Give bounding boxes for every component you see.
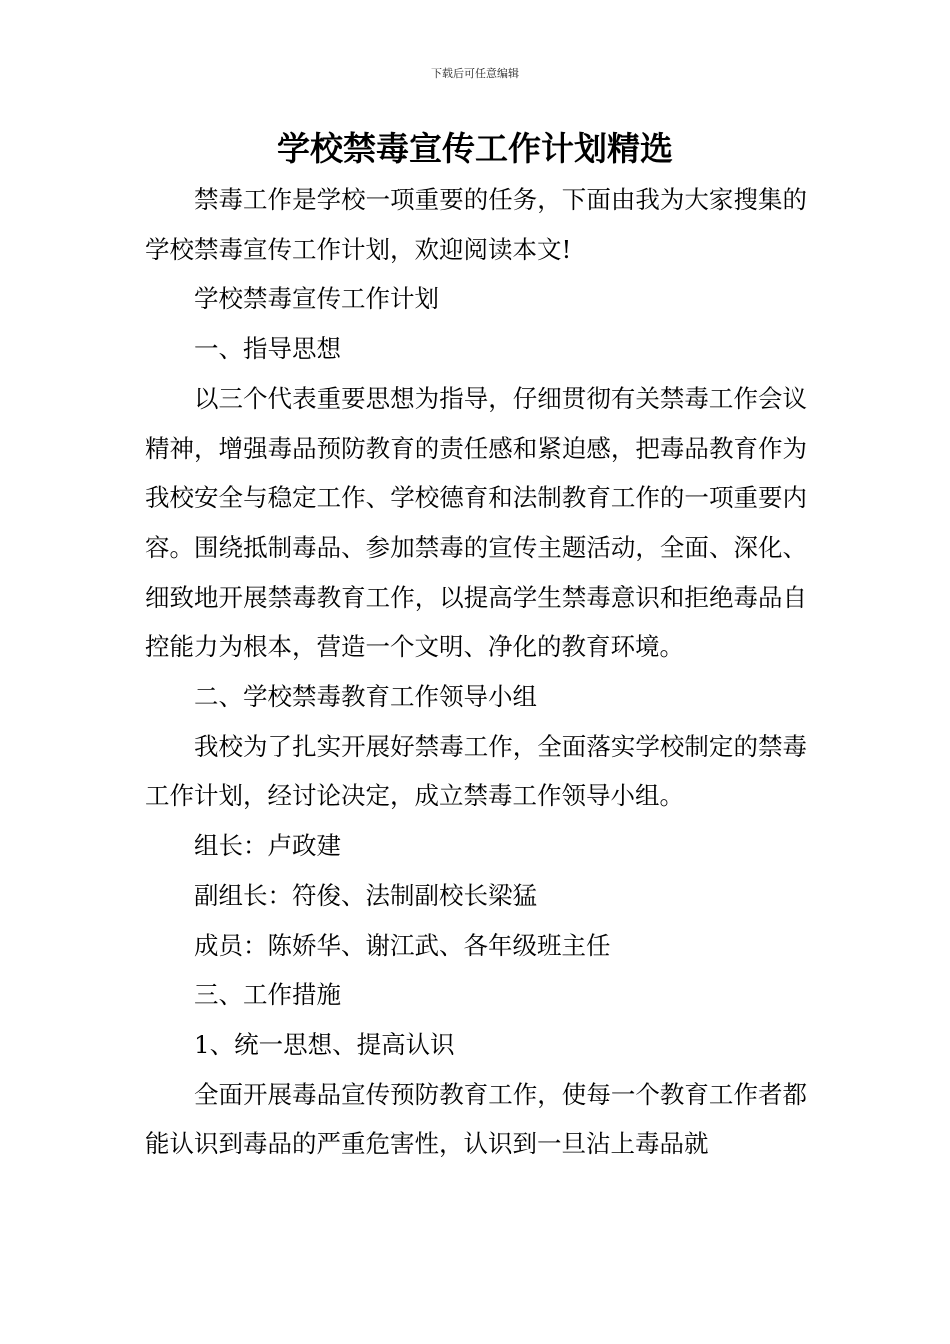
document-title: 学校禁毒宣传工作计划精选 xyxy=(277,129,673,168)
section-heading-work-measures: 三、工作措施 xyxy=(194,980,341,1010)
paragraph-guiding-thought: 以三个代表重要思想为指导，仔细贯彻有关禁毒工作会议精神，增强毒品预防教育的责任感和紧迫感，把毒品教育作为我校安全与稳定工作、学校德育和法制教育工作的一项重要内容。围绕抵制毒品、参加禁毒的宣传主题活动，全面、深化、细致地开展禁毒教育工作，以提高学生禁毒意识和拒绝毒品自控能力为根本，营造一个文明、净化的教育环境。 xyxy=(145,383,807,662)
document-body xyxy=(145,175,807,1169)
subsection-heading-unify-thinking: 1、统一思想、提高认识 xyxy=(194,1029,455,1059)
paragraph-members: 成员：陈娇华、谢江武、各年级班主任 xyxy=(194,930,611,960)
paragraph-intro: 禁毒工作是学校一项重要的任务，下面由我为大家搜集的学校禁毒宣传工作计划，欢迎阅读本文! xyxy=(145,185,807,264)
paragraph-unify-thinking: 全面开展毒品宣传预防教育工作，使每一个教育工作者都能认识到毒品的严重危害性，认识到一旦沾上毒品就 xyxy=(145,1079,807,1159)
section-heading-leadership-group: 二、学校禁毒教育工作领导小组 xyxy=(194,682,537,712)
paragraph-plan-heading: 学校禁毒宣传工作计划 xyxy=(194,284,439,314)
paragraph-deputy-leaders: 副组长：符俊、法制副校长梁猛 xyxy=(194,880,537,910)
paragraph-group-leader: 组长：卢政建 xyxy=(194,831,341,861)
section-heading-guiding-thought: 一、指导思想 xyxy=(194,334,341,364)
paragraph-leadership-group: 我校为了扎实开展好禁毒工作，全面落实学校制定的禁毒工作计划，经讨论决定，成立禁毒工作领导小组。 xyxy=(145,731,807,811)
header-note: 下载后可任意编辑 xyxy=(431,67,519,80)
